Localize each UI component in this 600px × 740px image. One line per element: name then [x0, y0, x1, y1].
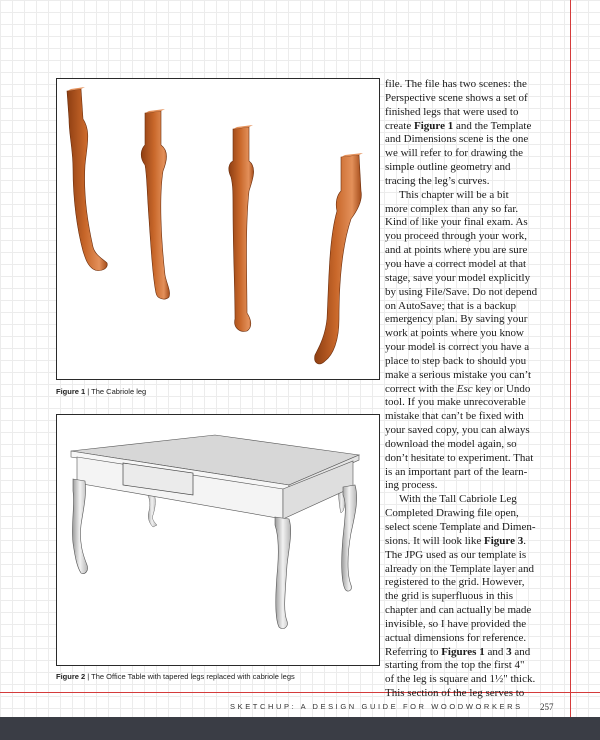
- body-text-line: registered to the grid. However,: [385, 576, 525, 589]
- body-text-line: invisible, so I have provided the: [385, 617, 527, 630]
- body-text-line: starting from the top the first 4": [385, 659, 525, 672]
- figure-1-caption: Figure 1 | The Cabriole leg: [56, 387, 147, 396]
- body-text-line: is an important part of the learn-: [385, 465, 528, 478]
- body-text-line: emergency plan. By saving your: [385, 313, 528, 326]
- body-text-line: tool. If you make unrecoverable: [385, 396, 526, 409]
- body-text-line: select scene Template and Dimen-: [385, 521, 536, 533]
- office-table: [71, 435, 359, 629]
- cabriole-leg-1: [67, 87, 107, 271]
- body-text-line: mistake that can’t be fixed with: [385, 410, 524, 423]
- office-table-drawing: [57, 415, 379, 665]
- body-text-line: This chapter will be a bit: [399, 188, 509, 201]
- key-name: Esc: [456, 382, 473, 395]
- cabriole-leg-3: [229, 125, 254, 331]
- body-text-line: This section of the leg serves to: [385, 687, 525, 700]
- body-text-line: actual dimensions for reference.: [385, 631, 527, 644]
- figure-2-illustration: [56, 414, 380, 666]
- body-text-line: download the model again, so: [385, 437, 517, 450]
- body-text-line: we will refer to for drawing the: [385, 147, 524, 160]
- body-text-line: on AutoSave; that is a backup: [385, 299, 517, 312]
- body-text-line: sions. It will look like Figure 3.: [385, 534, 526, 547]
- body-text-line: stage, save your model explicitly: [385, 271, 531, 284]
- body-text-line: file. The file has two scenes: the: [385, 78, 527, 90]
- figure-reference: 3: [506, 645, 512, 658]
- body-text-line: The JPG used as our template is: [385, 548, 527, 561]
- body-text-line: simple outline geometry and: [385, 161, 511, 174]
- figure-reference: Figures 1: [441, 645, 485, 658]
- body-text-line: don’t hesitate to experiment. That: [385, 451, 534, 464]
- body-text-line: you have a correct model at that: [385, 257, 527, 270]
- body-text-line: With the Tall Cabriole Leg: [399, 493, 517, 506]
- bottom-bar: [0, 717, 600, 740]
- body-text-line: and Dimensions scene is the one: [385, 133, 529, 146]
- body-text-line: your model is correct you have a: [385, 341, 530, 354]
- body-text-line: Perspective scene shows a set of: [385, 91, 528, 104]
- body-text-line: tracing the leg’s curves.: [385, 174, 490, 187]
- cabriole-legs-drawing: [57, 79, 379, 379]
- body-text-line: chapter and can actually be made: [385, 604, 532, 617]
- body-text-line: work at points where you know: [385, 327, 525, 340]
- body-text-line: more complex than any so far.: [385, 202, 519, 215]
- page-number: 257: [540, 702, 554, 712]
- body-text-line: you proceed through your work,: [385, 230, 528, 243]
- body-text-line: and at points where you are sure: [385, 244, 528, 257]
- body-text-line: the grid is superfluous in this: [385, 590, 514, 603]
- running-footer-title: SKETCHUP: A DESIGN GUIDE FOR WOODWORKERS: [230, 702, 523, 711]
- body-text-line: finished legs that were used to: [385, 105, 519, 118]
- body-text-line: already on the Template layer and: [385, 562, 534, 575]
- body-text-line: Completed Drawing file open,: [385, 507, 519, 520]
- body-text-column: [385, 78, 565, 701]
- body-text-line: create Figure 1 and the Template: [385, 119, 532, 132]
- figure-2-caption: Figure 2 | The Office Table with tapered legs replaced with cabriole legs: [56, 672, 295, 681]
- cabriole-leg-2: [141, 109, 169, 299]
- right-margin-rule: [570, 0, 571, 740]
- body-text-line: of the leg is square and 1½" thick.: [385, 673, 536, 686]
- body-text-line: correct with the Esc key or Undo: [385, 382, 531, 395]
- body-text-line: your saved copy, you can always: [385, 424, 530, 437]
- figure-reference: Figure 1: [414, 119, 454, 132]
- cabriole-leg-4: [315, 153, 363, 364]
- body-text-line: Referring to Figures 1 and 3 and: [385, 645, 531, 658]
- body-text-line: by using File/Save. Do not depend: [385, 285, 538, 298]
- body-text-line: Kind of like your final exam. As: [385, 216, 528, 229]
- figure-1-illustration: [56, 78, 380, 380]
- figure-reference: Figure 3: [484, 534, 524, 547]
- body-text-line: make a serious mistake you can’t: [385, 368, 532, 381]
- body-text-line: ing process.: [385, 479, 438, 492]
- body-text-line: place to step back to should you: [385, 354, 527, 367]
